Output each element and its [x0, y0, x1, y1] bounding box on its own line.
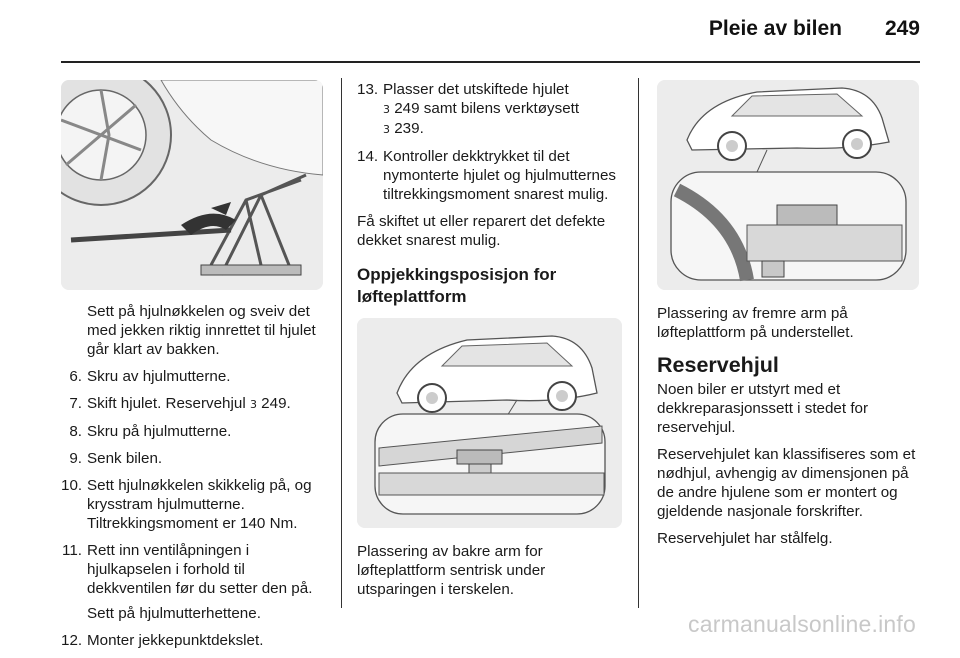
page-ref-link[interactable]: 249 samt bilens verktøysett: [394, 100, 580, 117]
column-divider-2: [638, 78, 639, 608]
jack-instruction: Sett på hjulnøkkelen og sveiv det med jekken riktig innrettet til hjulet går klart av bakken.: [87, 303, 316, 358]
list-item: 6. Skru av hjulmutterne.: [69, 368, 231, 385]
page-number: 249: [884, 17, 920, 40]
list-item: 11. Rett inn ventilåpningen i hjulkapselen i forhold til dekkventilen før du setter den på. Sett på hjulmutterhettene.: [62, 542, 313, 622]
list-item: 12. Monter jekkepunktdekslet.: [61, 632, 264, 649]
watermark: carmanualsonline.info: [688, 611, 916, 637]
page-ref-arrow-icon: 3: [383, 123, 390, 136]
page-ref-link[interactable]: 249.: [261, 395, 291, 412]
list-item: 9. Senk bilen.: [69, 450, 163, 467]
paragraph: Noen biler er utstyrt med et dekkreparasjonssett i stedet for reservehjul.: [657, 381, 869, 436]
page-ref-arrow-icon: 3: [383, 103, 390, 116]
column-2: [357, 80, 622, 607]
page-ref-arrow-icon: 3: [249, 398, 257, 411]
list-item: 8. Skru på hjulmutterne.: [69, 423, 232, 440]
paragraph: Få skiftet ut eller reparert det defekte dekket snarest mulig.: [357, 213, 606, 249]
list-item: 7. Skift hjulet. Reservehjul 3 249.: [69, 395, 291, 412]
section-subheading: Oppjekkingsposisjon for løfteplattform: [357, 265, 557, 306]
column-divider-1: [341, 78, 342, 608]
list-item: 14. Kontroller dekktrykket til det nymonterte hjulet og hjulmutternes tiltrekkingsmoment snarest mulig.: [357, 148, 617, 203]
page-header-title: Pleie av bilen: [708, 17, 842, 40]
jack-illustration: [61, 80, 323, 290]
page-ref-link[interactable]: 239.: [394, 120, 424, 137]
front-lift-point-illustration: [657, 80, 919, 290]
figure-caption: Plassering av fremre arm på løfteplattform på understellet.: [657, 305, 854, 341]
list-item: 10. Sett hjulnøkkelen skikkelig på, og krysstram hjulmutterne. Tiltrekkingsmoment er 140 Nm.: [61, 477, 312, 532]
paragraph: Reservehjulet har stålfelg.: [657, 530, 833, 547]
column-1: [61, 80, 323, 658]
column-3: [657, 80, 921, 556]
section-heading-reservehjul: Reservehjul: [657, 353, 779, 377]
figure-caption: Plassering av bakre arm for løfteplattform sentrisk under utsparingen i terskelen.: [357, 543, 546, 598]
paragraph: Reservehjulet kan klassifiseres som et nødhjul, avhengig av dimensjonen på de andre hjulene som er montert og gjeldende nasjonale forskrifter.: [657, 446, 916, 520]
header-rule: [61, 61, 920, 63]
rear-lift-point-illustration: [357, 318, 622, 528]
list-item: 13. Plasser det utskiftede hjulet 3 249 samt bilens verktøysett 3 239.: [357, 81, 580, 137]
